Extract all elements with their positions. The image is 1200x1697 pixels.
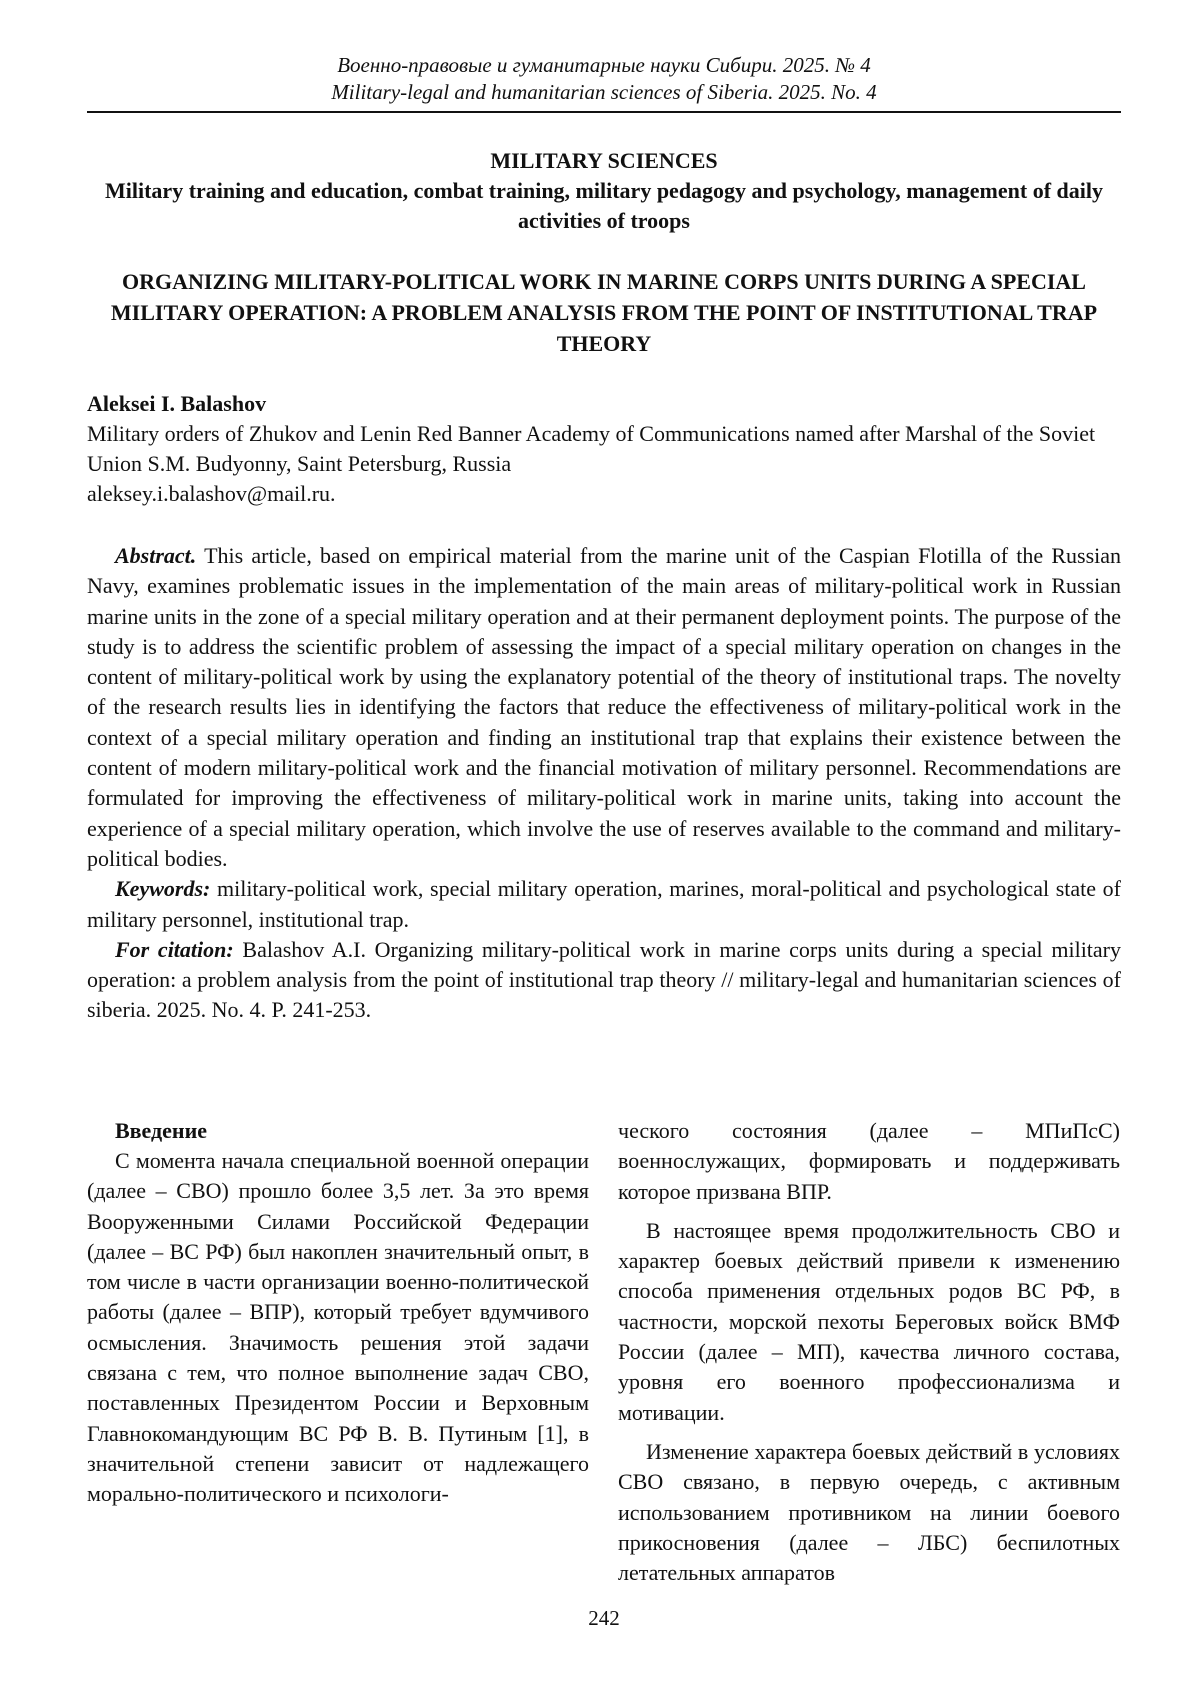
section-title: MILITARY SCIENCES <box>490 148 718 173</box>
keywords-text: military-political work, special military operation, marines, moral-political and psychological state of military personnel, institutional trap. <box>87 876 1122 932</box>
author-email: aleksey.i.balashov@mail.ru. <box>87 481 336 506</box>
header-divider <box>87 111 1121 113</box>
abstract-text: This article, based on empirical material from the marine unit of the Caspian Flotilla of the Russian Navy, examines problematic issues in the implementation of the main areas of military-political work in Russian marine units in the zone of a special military operation and at their permanent deployment points. The purpose of the study is to address the scientific problem of assessing the impact of a special military operation on changes in the content of military-political work by using the explanatory potential of the theory of institutional traps. The novelty of the research results lies in identifying the factors that reduce the effectiveness of military-political work in the context of a special military operation and finding an institutional trap that explains their existence between the content of modern military-political work and the financial motivation of military personnel. Recommendations are formulated for improving the effectiveness of military-political work in marine units, taking into account the experience of a special military operation, which involve the use of reserves available to the command and military-political bodies. <box>87 543 1122 871</box>
author-name: Aleksei I. Balashov <box>87 391 267 416</box>
body-column-right <box>618 1116 1120 1588</box>
abstract-label: Abstract. <box>115 543 197 568</box>
running-header <box>87 52 1121 106</box>
citation-paragraph <box>87 935 1121 1026</box>
section-subtitle: Military training and education, combat training, military pedagogy and psychology, management of daily activities of troops <box>105 178 1103 233</box>
citation-text: Balashov A.I. Organizing military-political work in marine corps units during a special military operation: a problem analysis from the point of institutional trap theory // military-legal and humanitarian sciences of siberia. 2025. No. 4. P. 241-253. <box>87 936 1122 1023</box>
journal-title-ru: Военно-правовые и гуманитарные науки Сибири. 2025. № 4 <box>337 53 871 77</box>
abstract-block <box>87 541 1121 1026</box>
body-paragraph: В настоящее время продолжительность СВО и характер боевых действий привели к изменению способа применения отдельных родов ВС РФ, в частности, морской пехоты Береговых войск ВМФ России (далее – МП), качества личного состава, уровня его военного профессионализма и мотивации. <box>618 1217 1120 1425</box>
body-paragraph: Изменение характера боевых действий в условиях СВО связано, в первую очередь, с активным использованием противником на линии боевого прикосновения (далее – ЛБС) беспилотных летательных аппаратов <box>618 1438 1120 1586</box>
journal-title-en: Military-legal and humanitarian sciences of Siberia. 2025. No. 4 <box>331 80 877 104</box>
author-block <box>87 419 1121 509</box>
intro-heading: Введение <box>115 1118 208 1143</box>
keywords-label: Keywords: <box>115 876 211 902</box>
section-heading <box>87 146 1121 236</box>
abstract-paragraph <box>87 541 1121 874</box>
continued-paragraph: ческого состояния (далее – МПиПсС) военнослужащих, формировать и поддерживать которое призвана ВПР. <box>618 1118 1120 1204</box>
author-affiliation: Military orders of Zhukov and Lenin Red Banner Academy of Communications named after Marshal of the Soviet Union S.M. Budyonny, Saint Petersburg, Russia <box>87 421 1096 476</box>
citation-label: For citation: <box>115 936 234 962</box>
intro-paragraph: С момента начала специальной военной операции (далее – СВО) прошло более 3,5 лет. За это время Вооруженными Силами Российской Федерации (далее – ВС РФ) был накоплен значительный опыт, в том числе в части организации военно-политической работы (далее – ВПР), который требует вдумчивого осмысления. Значимость решения этой задачи связана с тем, что полное выполнение задач СВО, поставленных Президентом России и Верховным Главнокомандующим ВС РФ В. В. Путиным [1], в значительной степени зависит от надлежащего морально-политического и психологи- <box>87 1148 589 1507</box>
keywords-paragraph <box>87 874 1121 935</box>
body-column-left <box>87 1116 589 1510</box>
page-number: 242 <box>588 1606 620 1630</box>
article-title: ORGANIZING MILITARY-POLITICAL WORK IN MARINE CORPS UNITS DURING A SPECIAL MILITARY OPERATION: A PROBLEM ANALYSIS FROM THE POINT OF INSTITUTIONAL TRAP THEORY <box>110 269 1098 356</box>
